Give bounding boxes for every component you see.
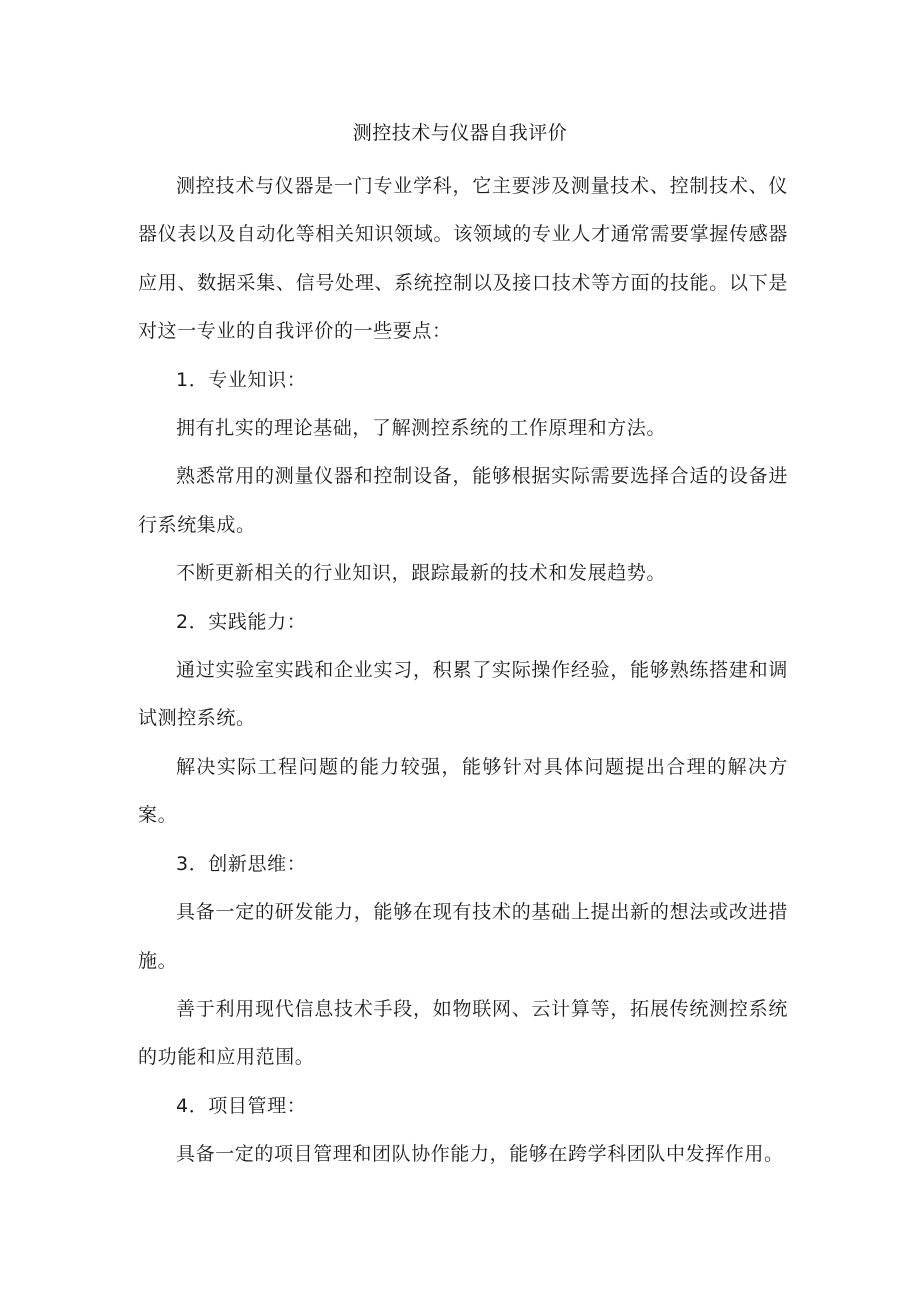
paragraph: 具备一定的研发能力，能够在现有技术的基础上提出新的想法或改进措施。 xyxy=(138,901,788,972)
paragraph: 拥有扎实的理论基础，了解测控系统的工作原理和方法。 xyxy=(176,417,667,440)
paragraph: 通过实验室实践和企业实习，积累了实际操作经验，能够熟练搭建和调试测控系统。 xyxy=(138,659,788,730)
paragraph: 熟悉常用的测量仪器和控制设备，能够根据实际需要选择合适的设备进行系统集成。 xyxy=(138,465,788,536)
section-heading-project-management: 4．项目管理： xyxy=(176,1094,307,1117)
section-heading-practical-ability: 2．实践能力： xyxy=(176,610,307,633)
document-body xyxy=(138,162,788,1179)
section-heading-professional-knowledge: 1．专业知识： xyxy=(176,368,307,391)
paragraph: 具备一定的项目管理和团队协作能力，能够在跨学科团队中发挥作用。 xyxy=(176,1143,784,1166)
intro-paragraph: 测控技术与仪器是一门专业学科，它主要涉及测量技术、控制技术、仪器仪表以及自动化等相关知识领域。该领域的专业人才通常需要掌握传感器应用、数据采集、信号处理、系统控制以及接口技术等方面的技能。以下是对这一专业的自我评价的一些要点： xyxy=(138,175,788,343)
document-title: 测控技术与仪器自我评价 xyxy=(352,122,568,144)
section-heading-innovative-thinking: 3．创新思维： xyxy=(176,852,307,875)
paragraph: 善于利用现代信息技术手段，如物联网、云计算等，拓展传统测控系统的功能和应用范围。 xyxy=(138,997,788,1069)
paragraph: 不断更新相关的行业知识，跟踪最新的技术和发展趋势。 xyxy=(176,562,667,585)
paragraph: 解决实际工程问题的能力较强，能够针对具体问题提出合理的解决方案。 xyxy=(138,755,788,827)
